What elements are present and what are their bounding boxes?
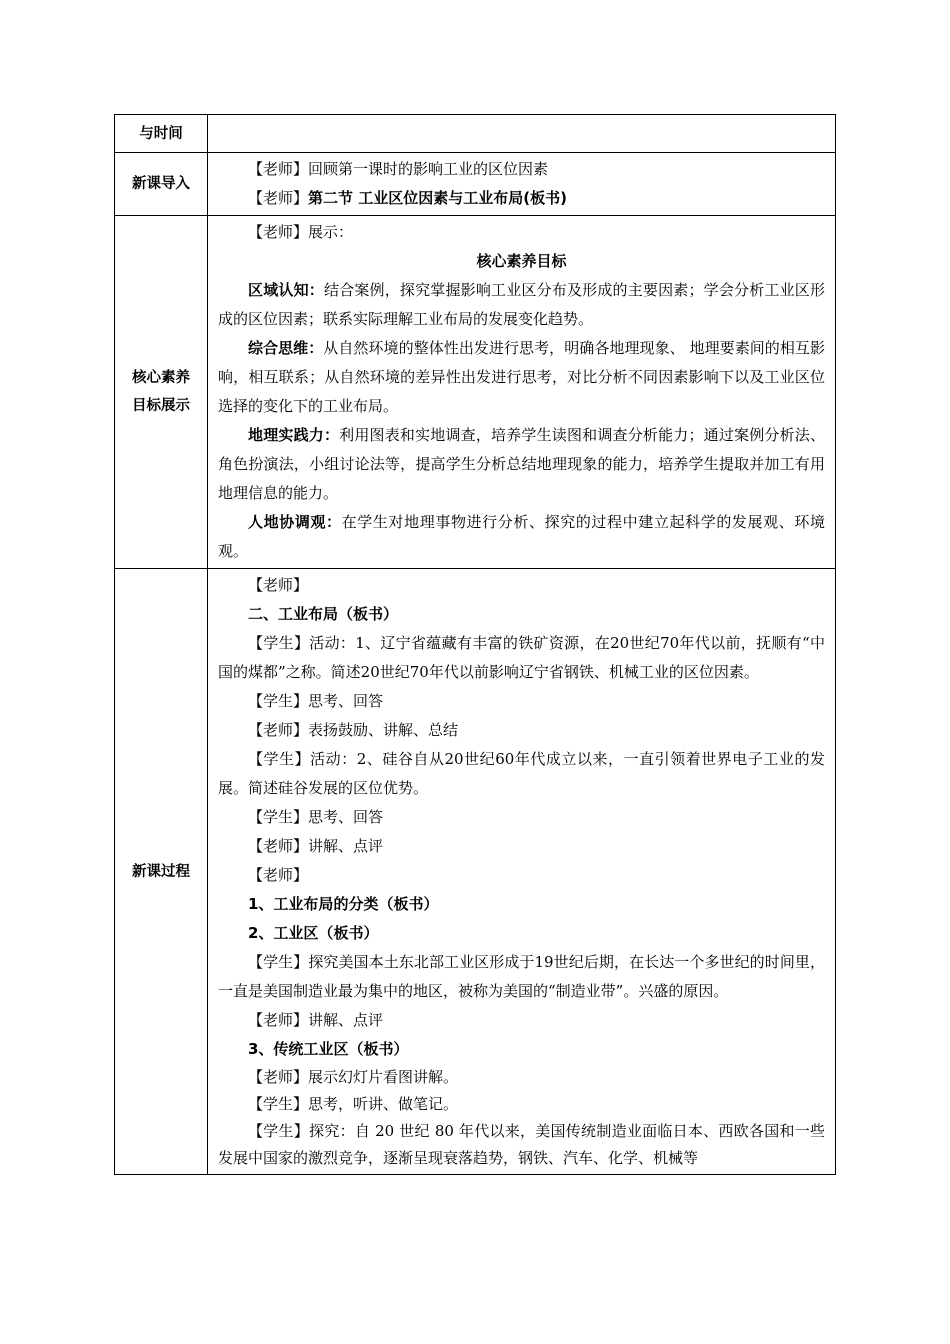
goal-term: 人地协调观： [248,513,342,531]
intro-line-2-prefix: 【老师】 [248,189,309,207]
process-line: 【学生】思考、回答 [248,808,384,826]
row-label-goals [115,216,208,569]
goals-label-line-2: 目标展示 [132,398,190,414]
process-line: 【老师】 [248,576,309,594]
row-label-time: 与时间 [115,115,208,153]
goal-item [218,334,825,421]
process-line: 【学生】思考、回答 [248,692,384,710]
goal-term: 地理实践力： [248,426,340,444]
process-line: 【学生】探究：自 20 世纪 80 年代以来，美国传统制造业面临日本、西欧各国和一些发展中国家的激烈竞争，逐渐呈现衰落趋势，钢铁、汽车、化学、机械等 [218,1122,825,1167]
process-line: 【老师】讲解、点评 [248,837,384,855]
process-heading: 2、工业区（板书） [248,924,379,942]
intro-line-2 [218,184,825,213]
goal-text: 从自然环境的整体性出发进行思考，明确各地理现象、 地理要素间的相互影响，相互联系；从自然环境的差异性出发进行思考，对比分析不同因素影响下以及工业区位选择的变化下的工业布局。 [218,339,825,415]
process-line: 【学生】活动：2、硅谷自从20世纪60年代成立以来，一直引领着世界电子工业的发展。简述硅谷发展的区位优势。 [218,750,825,797]
goal-item [218,276,825,334]
row-content-goals [208,216,836,569]
row-goals [115,216,836,569]
process-heading: 二、工业布局（板书） [248,605,399,623]
row-process [115,569,836,1175]
process-line: 【学生】活动：1、辽宁省蕴藏有丰富的铁矿资源，在20世纪70年代以前，抚顺有“中国的煤都”之称。简述20世纪70年代以前影响辽宁省钢铁、机械工业的区位因素。 [218,634,825,681]
process-line: 【老师】展示幻灯片看图讲解。 [248,1068,459,1086]
process-line: 【老师】讲解、点评 [248,1011,384,1029]
row-content-process [208,569,836,1175]
intro-line-2-title: 第二节 工业区位因素与工业布局(板书) [308,189,567,207]
goal-item [218,508,825,566]
process-heading: 1、工业布局的分类（板书） [248,895,439,913]
goals-label-line-1: 核心素养 [132,370,190,386]
process-heading: 3、传统工业区（板书） [248,1040,409,1058]
row-content-time [208,115,836,153]
goal-term: 区域认知： [248,281,324,299]
row-intro [115,153,836,216]
row-label-intro: 新课导入 [115,153,208,216]
row-content-intro [208,153,836,216]
goals-heading: 核心素养目标 [476,252,567,270]
row-time [115,115,836,153]
row-label-process: 新课过程 [115,569,208,1175]
goal-text: 结合案例，探究掌握影响工业区分布及形成的主要因素；学会分析工业区形成的区位因素；联系实际理解工业布局的发展变化趋势。 [218,281,825,328]
goal-text: 在学生对地理事物进行分析、探究的过程中建立起科学的发展观、环境观。 [218,513,825,560]
lesson-plan-table [114,114,836,1175]
goal-item [218,421,825,508]
goals-show: 【老师】展示： [248,223,354,241]
process-line: 【学生】思考，听讲、做笔记。 [248,1095,459,1113]
goal-term: 综合思维： [248,339,324,357]
process-line: 【老师】表扬鼓励、讲解、总结 [248,721,459,739]
process-line: 【老师】 [248,866,309,884]
process-line: 【学生】探究美国本土东北部工业区形成于19世纪后期，在长达一个多世纪的时间里，一直是美国制造业最为集中的地区，被称为美国的“制造业带”。兴盛的原因。 [218,953,825,1000]
intro-line-1: 【老师】回顾第一课时的影响工业的区位因素 [248,160,549,178]
goal-text: 利用图表和实地调查，培养学生读图和调查分析能力；通过案例分析法、角色扮演法，小组讨论法等，提高学生分析总结地理现象的能力，培养学生提取并加工有用地理信息的能力。 [218,426,825,502]
